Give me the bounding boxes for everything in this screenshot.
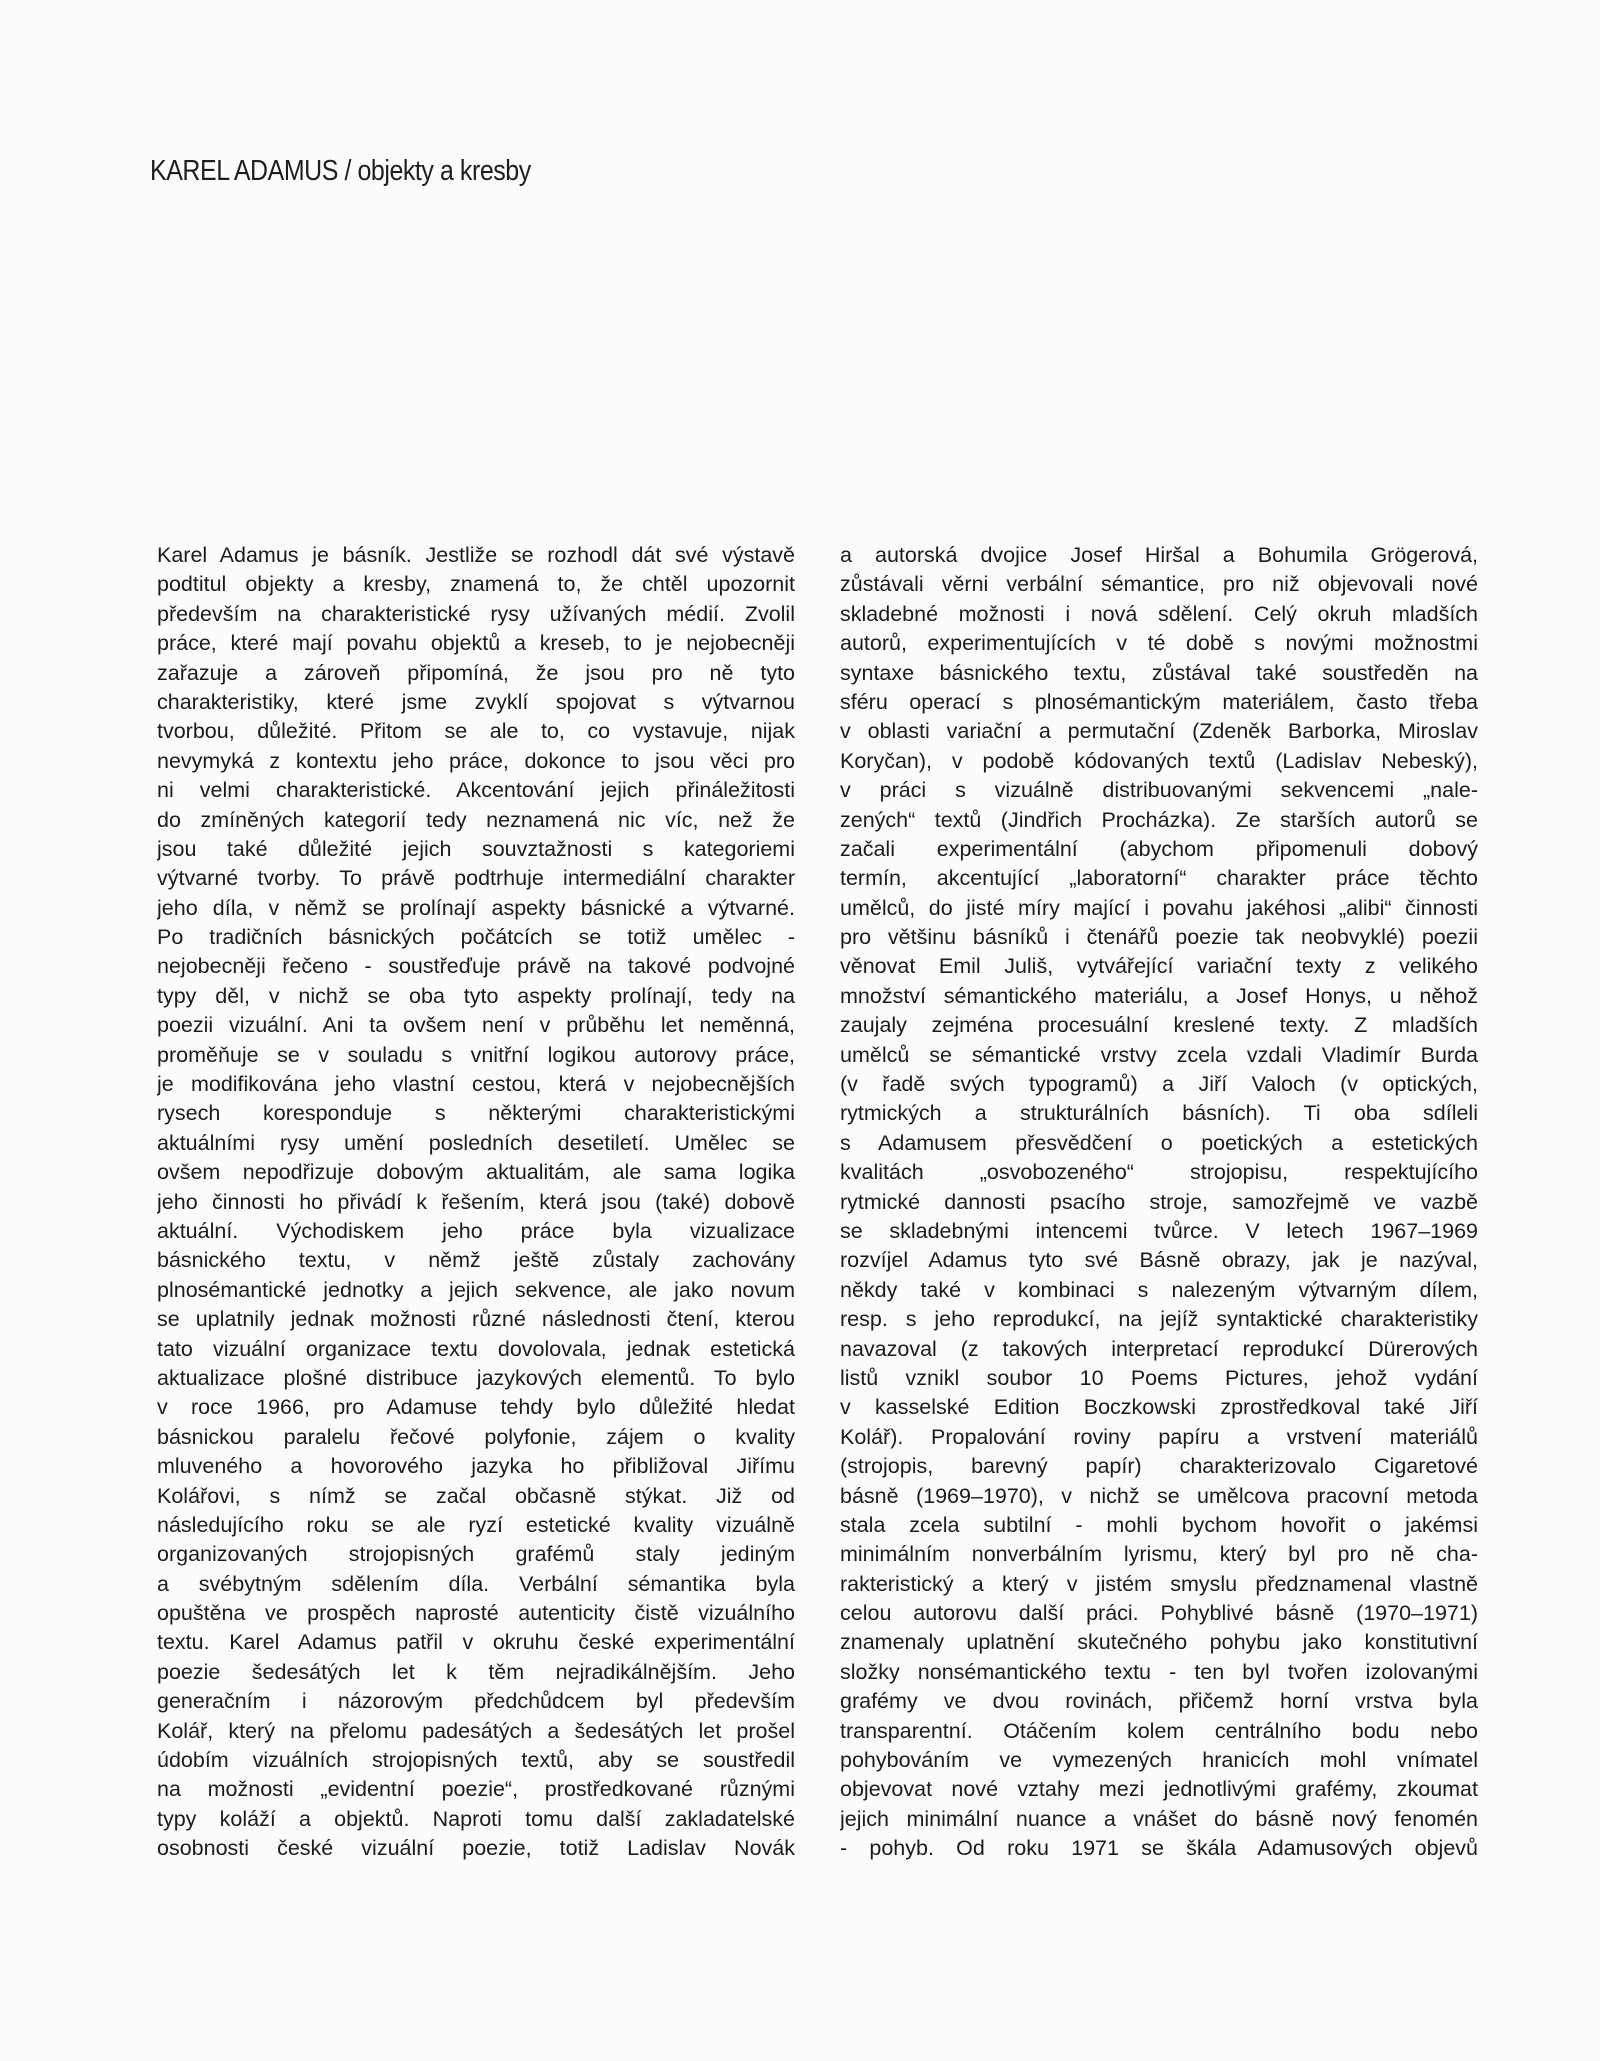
text-line: věnovat Emil Juliš, vytvářející variační texty z velikého [840, 954, 1478, 979]
text-line: zařazuje a zároveň připomíná, že jsou pro ně tyto [157, 660, 795, 685]
text-line: rytmických a strukturálních básních). Ti oba sdíleli [840, 1101, 1478, 1126]
text-line: básnického textu, v němž ještě zůstaly zachovány [157, 1248, 795, 1273]
text-line: se uplatnily jednak možnosti různé následnosti čtení, kterou [157, 1307, 795, 1332]
text-line: termín, akcentující „laboratorní“ charakter práce těchto [840, 866, 1478, 891]
text-line: poezie šedesátých let k těm nejradikálnějším. Jeho [157, 1659, 795, 1684]
text-line: údobím vizuálních strojopisných textů, aby se soustředil [157, 1748, 795, 1773]
text-line: ovšem nepodřizuje dobovým aktualitám, ale sama logika [157, 1160, 795, 1185]
text-line: a svébytným sdělením díla. Verbální sémantika byla [157, 1571, 795, 1596]
text-line: objevovat nové vztahy mezi jednotlivými grafémy, zkoumat [840, 1777, 1478, 1802]
text-line: v roce 1966, pro Adamuse tehdy bylo důležité hledat [157, 1395, 795, 1420]
text-line: Po tradičních básnických počátcích se totiž umělec - [157, 925, 795, 950]
text-line: organizovaných strojopisných grafémů staly jediným [157, 1542, 795, 1567]
text-line: (v řadě svých typogramů) a Jiří Valoch (v optických, [840, 1072, 1478, 1097]
text-line: celou autorovu další práci. Pohyblivé básně (1970–1971) [840, 1601, 1478, 1626]
text-line: pro většinu básníků i čtenářů poezie tak neobvyklé) poezii [840, 925, 1478, 950]
text-line: na možnosti „evidentní poezie“, prostředkované různými [157, 1777, 795, 1802]
text-line: tato vizuální organizace textu dovolovala, jednak estetická [157, 1336, 795, 1361]
text-line: osobnosti české vizuální poezie, totiž Ladislav Novák [157, 1836, 795, 1861]
text-line: zůstávali věrni verbální sémantice, pro niž objevovali nové [840, 572, 1478, 597]
text-line: kvalitách „osvobozeného“ strojopisu, respektujícího [840, 1160, 1478, 1185]
text-line: sféru operací s plnosémantickým materiálem, často třeba [840, 689, 1478, 714]
text-line: aktuálními rysy umění posledních desetiletí. Umělec se [157, 1130, 795, 1155]
text-line: básně (1969–1970), v nichž se umělcova pracovní metoda [840, 1483, 1478, 1508]
text-line: opuštěna ve prospěch naprosté autenticity čistě vizuálního [157, 1601, 795, 1626]
text-line: rozvíjel Adamus tyto své Básně obrazy, jak je nazýval, [840, 1248, 1478, 1273]
text-line: se skladebnými intencemi tvůrce. V letech 1967–1969 [840, 1218, 1478, 1243]
text-line: poezii vizuální. Ani ta ovšem není v průběhu let neměnná, [157, 1013, 795, 1038]
text-line: skladebné možnosti i nová sdělení. Celý okruh mladších [840, 601, 1478, 626]
page-title: KAREL ADAMUS / objekty a kresby [150, 155, 531, 187]
text-line: aktuální. Východiskem jeho práce byla vizualizace [157, 1218, 795, 1243]
text-line: podtitul objekty a kresby, znamená to, že chtěl upozornit [157, 572, 795, 597]
text-line: v oblasti variační a permutační (Zdeněk Barborka, Miroslav [840, 719, 1478, 744]
text-line: v práci s vizuálně distribuovanými sekvencemi „nale- [840, 778, 1478, 803]
text-line: nevymyká z kontextu jeho práce, dokonce to jsou věci pro [157, 748, 795, 773]
text-line: do zmíněných kategorií tedy neznamená nic víc, než že [157, 807, 795, 832]
text-line: rakteristický a který v jistém smyslu předznamenal vlastně [840, 1571, 1478, 1596]
text-line: (strojopis, barevný papír) charakterizovalo Cigaretové [840, 1454, 1478, 1479]
text-line: v kasselské Edition Boczkowski zprostředkoval také Jiří [840, 1395, 1478, 1420]
text-line: umělců, do jisté míry mající i povahu jakéhosi „alibi“ činnosti [840, 895, 1478, 920]
text-line: s Adamusem přesvědčení o poetických a estetických [840, 1130, 1478, 1155]
text-line: typy děl, v nichž se oba tyto aspekty prolínají, tedy na [157, 983, 795, 1008]
text-line: rysech koresponduje s některými charakteristickými [157, 1101, 795, 1126]
text-line: resp. s jeho reprodukcí, na jejíž syntaktické charakteristiky [840, 1307, 1478, 1332]
text-line: listů vznikl soubor 10 Poems Pictures, jehož vydání [840, 1365, 1478, 1390]
text-line: zených“ textů (Jindřich Procházka). Ze starších autorů se [840, 807, 1478, 832]
text-line: generačním i názorovým předchůdcem byl především [157, 1689, 795, 1714]
text-line: jeho činnosti ho přivádí k řešením, která jsou (také) dobově [157, 1189, 795, 1214]
text-line: mluveného a hovorového jazyka ho přibližoval Jiřímu [157, 1454, 795, 1479]
text-line: práce, které mají povahu objektů a kreseb, to je nejobecněji [157, 631, 795, 656]
text-line: zaujaly zejména procesuální kreslené texty. Z mladších [840, 1013, 1478, 1038]
text-line: znamenaly uplatnění skutečného pohybu jako konstitutivní [840, 1630, 1478, 1655]
text-line: proměňuje se v souladu s vnitřní logikou autorovy práce, [157, 1042, 795, 1067]
text-line: jsou také důležité jejich souvztažnosti s kategoriemi [157, 836, 795, 861]
text-line: jejich minimální nuance a vnášet do básně nový fenomén [840, 1806, 1478, 1831]
text-line: plnosémantické jednotky a jejich sekvence, ale jako novum [157, 1277, 795, 1302]
text-line: typy koláží a objektů. Naproti tomu další zakladatelské [157, 1806, 795, 1831]
text-line: - pohyb. Od roku 1971 se škála Adamusových objevů [840, 1836, 1478, 1861]
text-line: Kolář, který na přelomu padesátých a šedesátých let prošel [157, 1718, 795, 1743]
text-line: jeho díla, v němž se prolínají aspekty básnické a výtvarné. [157, 895, 795, 920]
text-line: Karel Adamus je básník. Jestliže se rozhodl dát své výstavě [157, 543, 795, 567]
text-line: Kolář). Propalování roviny papíru a vrstvení materiálů [840, 1424, 1478, 1449]
text-line: následujícího roku se ale ryzí estetické kvality vizuálně [157, 1512, 795, 1537]
text-line: především na charakteristické rysy užívaných médií. Zvolil [157, 601, 795, 626]
text-line: ni velmi charakteristické. Akcentování jejich přináležitosti [157, 778, 795, 803]
text-line: básnickou paralelu řečové polyfonie, zájem o kvality [157, 1424, 795, 1449]
text-line: pohybováním ve vymezených hranicích mohl vnímatel [840, 1748, 1478, 1773]
text-line: autorů, experimentujících v té době s novými možnostmi [840, 631, 1478, 656]
text-line: nejobecněji řečeno - soustřeďuje právě na takové podvojné [157, 954, 795, 979]
text-line: stala zcela subtilní - mohli bychom hovořit o jakémsi [840, 1512, 1478, 1537]
text-line: začali experimentální (abychom připomenuli dobový [840, 836, 1478, 861]
text-line: Koryčan), v podobě kódovaných textů (Ladislav Nebeský), [840, 748, 1478, 773]
text-line: syntaxe básnického textu, zůstával také soustředěn na [840, 660, 1478, 685]
text-line: výtvarné tvorby. To právě podtrhuje intermediální charakter [157, 866, 795, 891]
text-line: Kolářovi, s nímž se začal občasně stýkat. Již od [157, 1483, 795, 1508]
text-line: množství sémantického materiálu, a Josef Honys, u něhož [840, 983, 1478, 1008]
text-line: textu. Karel Adamus patřil v okruhu české experimentální [157, 1630, 795, 1655]
text-line: rytmické dannosti psacího stroje, samozřejmě ve vazbě [840, 1189, 1478, 1214]
text-line: navazoval (z takových interpretací reprodukcí Dürerových [840, 1336, 1478, 1361]
text-line: někdy také v kombinaci s nalezeným výtvarným dílem, [840, 1277, 1478, 1302]
text-line: je modifikována jeho vlastní cestou, která v nejobecnějších [157, 1072, 795, 1097]
text-line: složky nonsémantického textu - ten byl tvořen izolovanými [840, 1659, 1478, 1684]
text-column-left [157, 541, 795, 1864]
text-line: a autorská dvojice Josef Hiršal a Bohumila Grögerová, [840, 543, 1478, 567]
text-column-right [840, 541, 1478, 1864]
text-line: grafémy ve dvou rovinách, přičemž horní vrstva byla [840, 1689, 1478, 1714]
text-line: charakteristiky, které jsme zvyklí spojovat s výtvarnou [157, 689, 795, 714]
text-line: transparentní. Otáčením kolem centrálního bodu nebo [840, 1718, 1478, 1743]
text-line: tvorbou, důležité. Přitom se ale to, co vystavuje, nijak [157, 719, 795, 744]
text-line: umělců se sémantické vrstvy zcela vzdali Vladimír Burda [840, 1042, 1478, 1067]
text-line: minimálním nonverbálním lyrismu, který byl pro ně cha- [840, 1542, 1478, 1567]
text-line: aktualizace plošné distribuce jazykových elementů. To bylo [157, 1365, 795, 1390]
